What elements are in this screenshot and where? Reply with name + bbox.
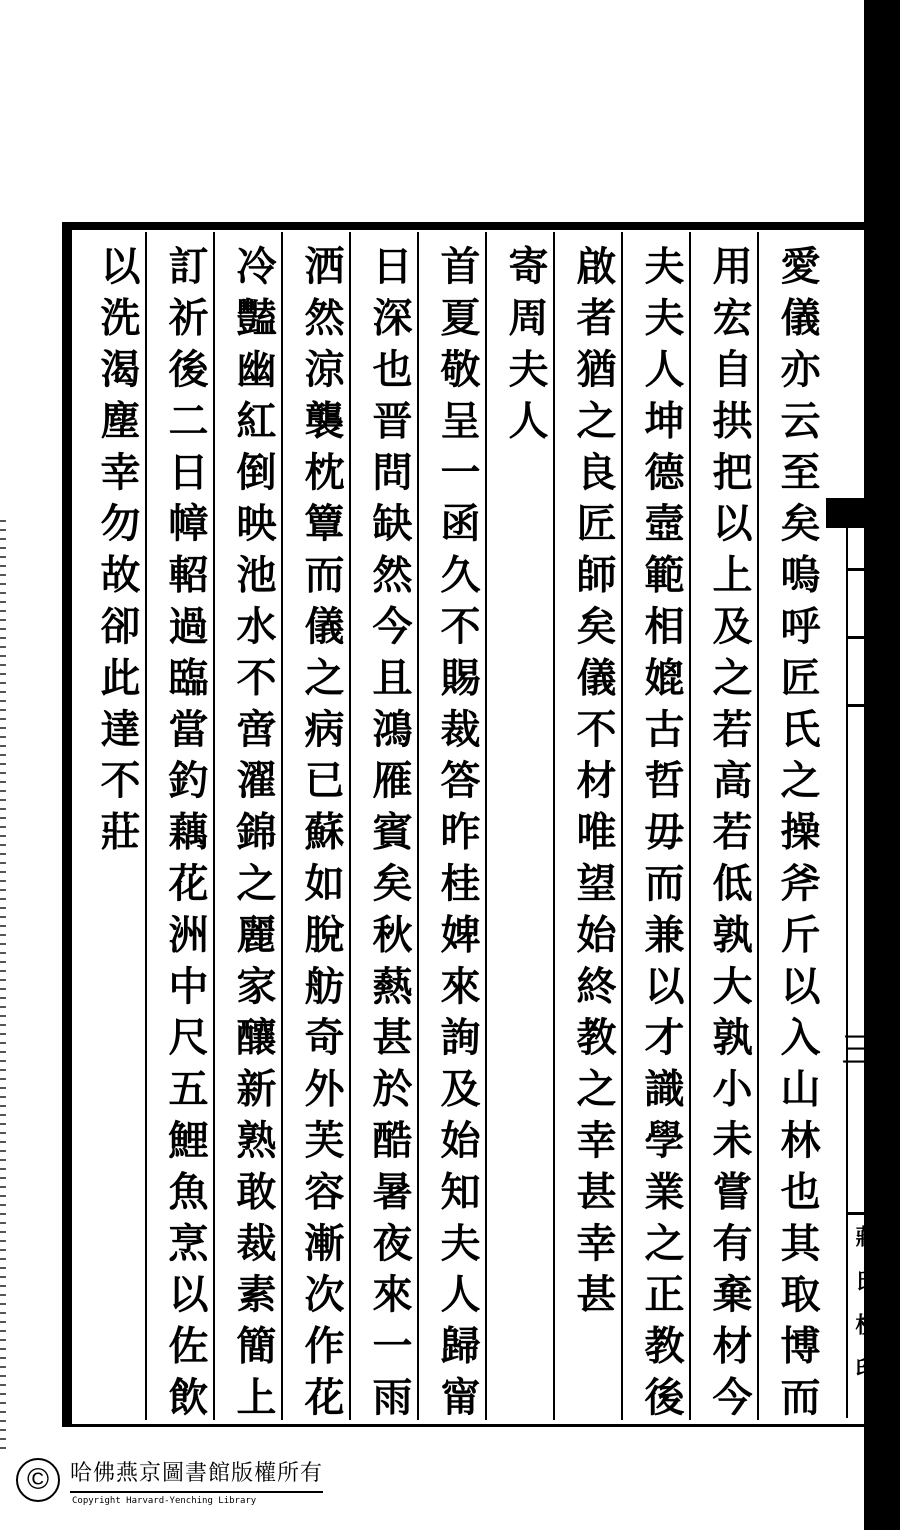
seal-box (846, 1212, 880, 1422)
text-column (698, 245, 760, 1428)
seal-text: 蔣氏校印 (852, 1225, 878, 1401)
column-text: 洒然涼襲枕簟而儀之病已蘇如脫舫奇外芙容漸次作花 (298, 245, 345, 1428)
column-text: 夫夫人坤德壼範相媲古哲毋而兼以才識學業之正教後 (638, 245, 685, 1428)
text-column (426, 245, 488, 1428)
copyright-english: Copyright Harvard-Yenching Library (72, 1496, 257, 1506)
column-text: 愛儀亦云至矣嗚呼匠氏之操斧斤以入山林也其取博而 (774, 245, 821, 1428)
copyright-chinese: 哈佛燕京圖書館版權所有 (70, 1456, 323, 1493)
text-column (630, 245, 692, 1428)
copyright-notice (10, 1456, 324, 1518)
text-column (86, 245, 148, 1415)
column-text: 以洗渴塵幸勿故卻此達不莊 (94, 245, 141, 862)
text-column (562, 245, 624, 1415)
text-column (290, 245, 352, 1428)
column-text: 冷豔幽紅倒映池水不啻濯錦之麗家釀新熟敢裁素簡上 (230, 245, 277, 1428)
column-text: 日深也晋問缺然今且鴻雁賓矣秋爇甚於酷暑夜來一雨 (366, 245, 413, 1428)
left-edge-stitching (0, 520, 6, 1450)
letter-heading: 寄周夫人 (502, 245, 549, 451)
text-column (358, 245, 420, 1428)
column-text: 用宏自拱把以上及之若高若低孰大孰小未嘗有棄材今 (706, 245, 753, 1428)
text-column (766, 245, 828, 1428)
page-number: 三 (842, 1029, 879, 1071)
column-text: 訂祈後二日幛軺過臨當釣藕花洲中尺五鯉魚烹以佐飲 (162, 245, 209, 1428)
column-text: 首夏敬呈一函久不賜裁答昨桂婢來詢及始知夫人歸甯 (434, 245, 481, 1428)
text-column (154, 245, 216, 1428)
letter-heading-column (494, 245, 556, 1415)
text-column (222, 245, 284, 1428)
column-text: 啟者猶之良匠師矣儀不材唯望始終教之幸甚幸甚 (570, 245, 617, 1325)
copyright-icon: © (16, 1458, 60, 1502)
